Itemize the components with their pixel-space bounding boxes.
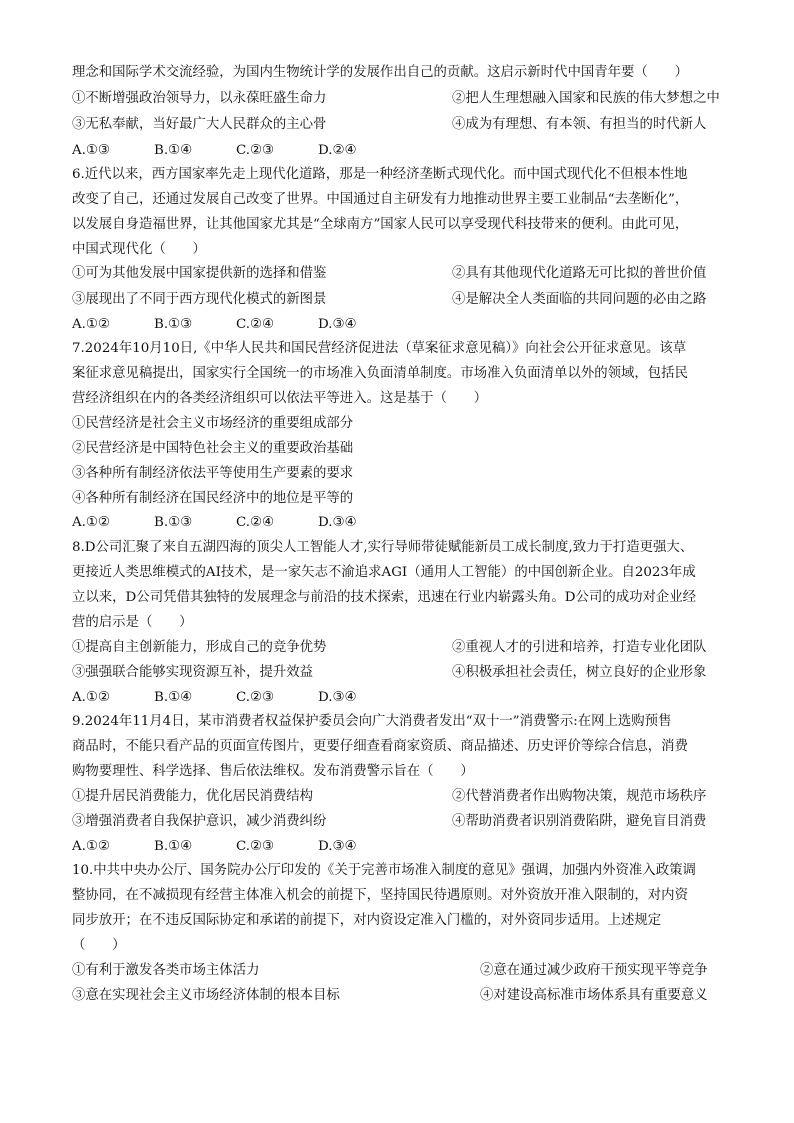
q9-choice-b: B.①④: [154, 839, 193, 854]
q7-option-2: ②民营经济是中国特色社会主义的重要政治基础: [72, 441, 354, 456]
q6-stem-line4: 中国式现代化（ ）: [72, 242, 206, 257]
q6-choice-a: A.①②: [72, 317, 110, 332]
q10-stem-line3: 同步放开；在不违反国际协定和承诺的前提下，对内资设定准入门槛的，对外资同步适用。上述规定: [72, 913, 662, 928]
q9-choice-d: D.③④: [318, 839, 357, 854]
q8-choice-c: C.②③: [236, 690, 275, 705]
q9-option-3: ③增强消费者自我保护意识，减少消费纠纷: [72, 814, 327, 829]
q7-choice-b: B.①③: [154, 515, 193, 530]
q8-stem-line3: 立以来，D公司凭借其独特的发展理念与前沿的技术探索，迅速在行业内崭露头角。D公司的成功对企业经: [72, 590, 697, 605]
q6-stem-line3: 以发展自身造福世界，让其他国家尤其是“全球南方”国家人民可以享受现代科技带来的便利。由此可见，: [72, 217, 689, 232]
q5-options-row2: [72, 116, 732, 134]
q9-choices: [72, 838, 732, 856]
q5-stem-tail: 理念和国际学术交流经验，为国内生物统计学的发展作出自己的贡献。这启示新时代中国青年要（ ）: [72, 65, 688, 80]
q9-choice-c: C.②③: [236, 839, 275, 854]
q7-option-3: ③各种所有制经济依法平等使用生产要素的要求: [72, 466, 354, 481]
q10-stem-line2: 整协同，在不减损现有经营主体准入机会的前提下，坚持国民待遇原则。对外资放开准入限制的，对内资: [72, 888, 688, 903]
q8-option-3: ③强强联合能够实现资源互补，提升效益: [72, 665, 314, 680]
q8-option-4: ④积极承担社会责任，树立良好的企业形象: [452, 665, 707, 680]
q10-stem-line4: （ ）: [72, 938, 126, 953]
q6-option-3: ③展现出了不同于西方现代化模式的新图景: [72, 292, 327, 307]
q10-option-1: ①有利于激发各类市场主体活力: [72, 963, 260, 978]
q7-stem-line2: 案征求意见稿提出，国家实行全国统一的市场准入负面清单制度。市场准入负面清单以外的领域，包括民: [72, 366, 688, 381]
q6-option-1: ①可为其他发展中国家提供新的选择和借鉴: [72, 266, 327, 281]
q5-option-2: ②把人生理想融入国家和民族的伟大梦想之中: [452, 91, 720, 106]
q9-options-row2: [72, 813, 732, 831]
q5-choices: [72, 142, 732, 160]
q6-options-row2: [72, 291, 732, 309]
q7-choice-d: D.③④: [318, 515, 357, 530]
q5-option-3: ③无私奉献，当好最广大人民群众的主心骨: [72, 117, 327, 132]
q6-choice-b: B.①③: [154, 317, 193, 332]
q9-option-4: ④帮助消费者识别消费陷阱，避免盲目消费: [452, 814, 707, 829]
q7-stem-line1: 7.2024年10月10日,《中华人民共和国民营经济促进法（草案征求意见稿）》向社会公开征求意见。该草: [72, 341, 687, 356]
q7-choices: [72, 514, 732, 532]
q8-options-row2: [72, 664, 732, 682]
q8-stem-line1: 8.D公司汇聚了来自五湖四海的顶尖人工智能人才,实行导师带徒赋能新员工成长制度,致力于打造更强大、: [72, 540, 694, 555]
q7-option-1: ①民营经济是社会主义市场经济的重要组成部分: [72, 416, 354, 431]
q6-stem-line2: 改变了自己，还通过发展自己改变了世界。中国通过自主研发有力地推动世界主要工业制品“去垄断化”，: [72, 192, 689, 207]
q7-stem-line3: 营经济组织在内的各类经济组织可以依法平等进入。这是基于（ ）: [72, 391, 488, 406]
q6-choice-d: D.③④: [318, 317, 357, 332]
q8-options-row1: [72, 639, 732, 657]
q9-options-row1: [72, 788, 732, 806]
q8-stem-line2: 更接近人类思维模式的AI技术，是一家矢志不渝追求AGI（通用人工智能）的中国创新企业。自2023年成: [72, 565, 696, 580]
q8-stem-line4: 营的启示是（ ）: [72, 615, 193, 630]
q10-options-row1: [72, 962, 732, 980]
q8-option-1: ①提高自主创新能力，形成自己的竞争优势: [72, 640, 327, 655]
q10-option-3: ③意在实现社会主义市场经济体制的根本目标: [72, 988, 340, 1003]
q5-choice-c: C.②③: [236, 143, 275, 158]
q8-choices: [72, 689, 732, 707]
q10-stem-line1: 10.中共中央办公厅、国务院办公厅印发的《关于完善市场准入制度的意见》强调，加强内外资准入政策调: [72, 863, 696, 878]
q9-stem-line3: 购物要理性、科学选择、售后依法维权。发布消费警示旨在（ ）: [72, 764, 474, 779]
q7-choice-c: C.②④: [236, 515, 275, 530]
q8-choice-d: D.③④: [318, 690, 357, 705]
q5-option-1: ①不断增强政治领导力，以永葆旺盛生命力: [72, 91, 327, 106]
q7-choice-a: A.①②: [72, 515, 110, 530]
q10-options-row2: [72, 987, 732, 1005]
q9-choice-a: A.①②: [72, 839, 110, 854]
q9-option-2: ②代替消费者作出购物决策，规范市场秩序: [452, 789, 707, 804]
q6-option-2: ②具有其他现代化道路无可比拟的普世价值: [452, 266, 707, 281]
q10-option-2: ②意在通过减少政府干预实现平等竞争: [480, 963, 708, 978]
q5-choice-d: D.②④: [318, 143, 357, 158]
q10-option-4: ④对建设高标准市场体系具有重要意义: [480, 988, 708, 1003]
q9-option-1: ①提升居民消费能力，优化居民消费结构: [72, 789, 314, 804]
q6-choice-c: C.②④: [236, 317, 275, 332]
q6-option-4: ④是解决全人类面临的共同问题的必由之路: [452, 292, 707, 307]
q9-stem-line1: 9.2024年11月4日，某市消费者权益保护委员会向广大消费者发出“双十一”消费警示:在网上选购预售: [72, 714, 672, 729]
q6-choices: [72, 316, 732, 334]
q8-choice-b: B.①④: [154, 690, 193, 705]
q5-choice-a: A.①③: [72, 143, 110, 158]
q6-options-row1: [72, 265, 732, 283]
q8-option-2: ②重视人才的引进和培养，打造专业化团队: [452, 640, 707, 655]
q7-option-4: ④各种所有制经济在国民经济中的地位是平等的: [72, 491, 354, 506]
q6-stem-line1: 6.近代以来，西方国家率先走上现代化道路，那是一种经济垄断式现代化。而中国式现代化不但根本性地: [72, 167, 688, 182]
q5-choice-b: B.①④: [154, 143, 193, 158]
q8-choice-a: A.①②: [72, 690, 110, 705]
q5-options-row1: [72, 90, 732, 108]
q5-option-4: ④成为有理想、有本领、有担当的时代新人: [452, 117, 707, 132]
q9-stem-line2: 商品时，不能只看产品的页面宣传图片，更要仔细查看商家资质、商品描述、历史评价等综合信息，消费: [72, 739, 688, 754]
